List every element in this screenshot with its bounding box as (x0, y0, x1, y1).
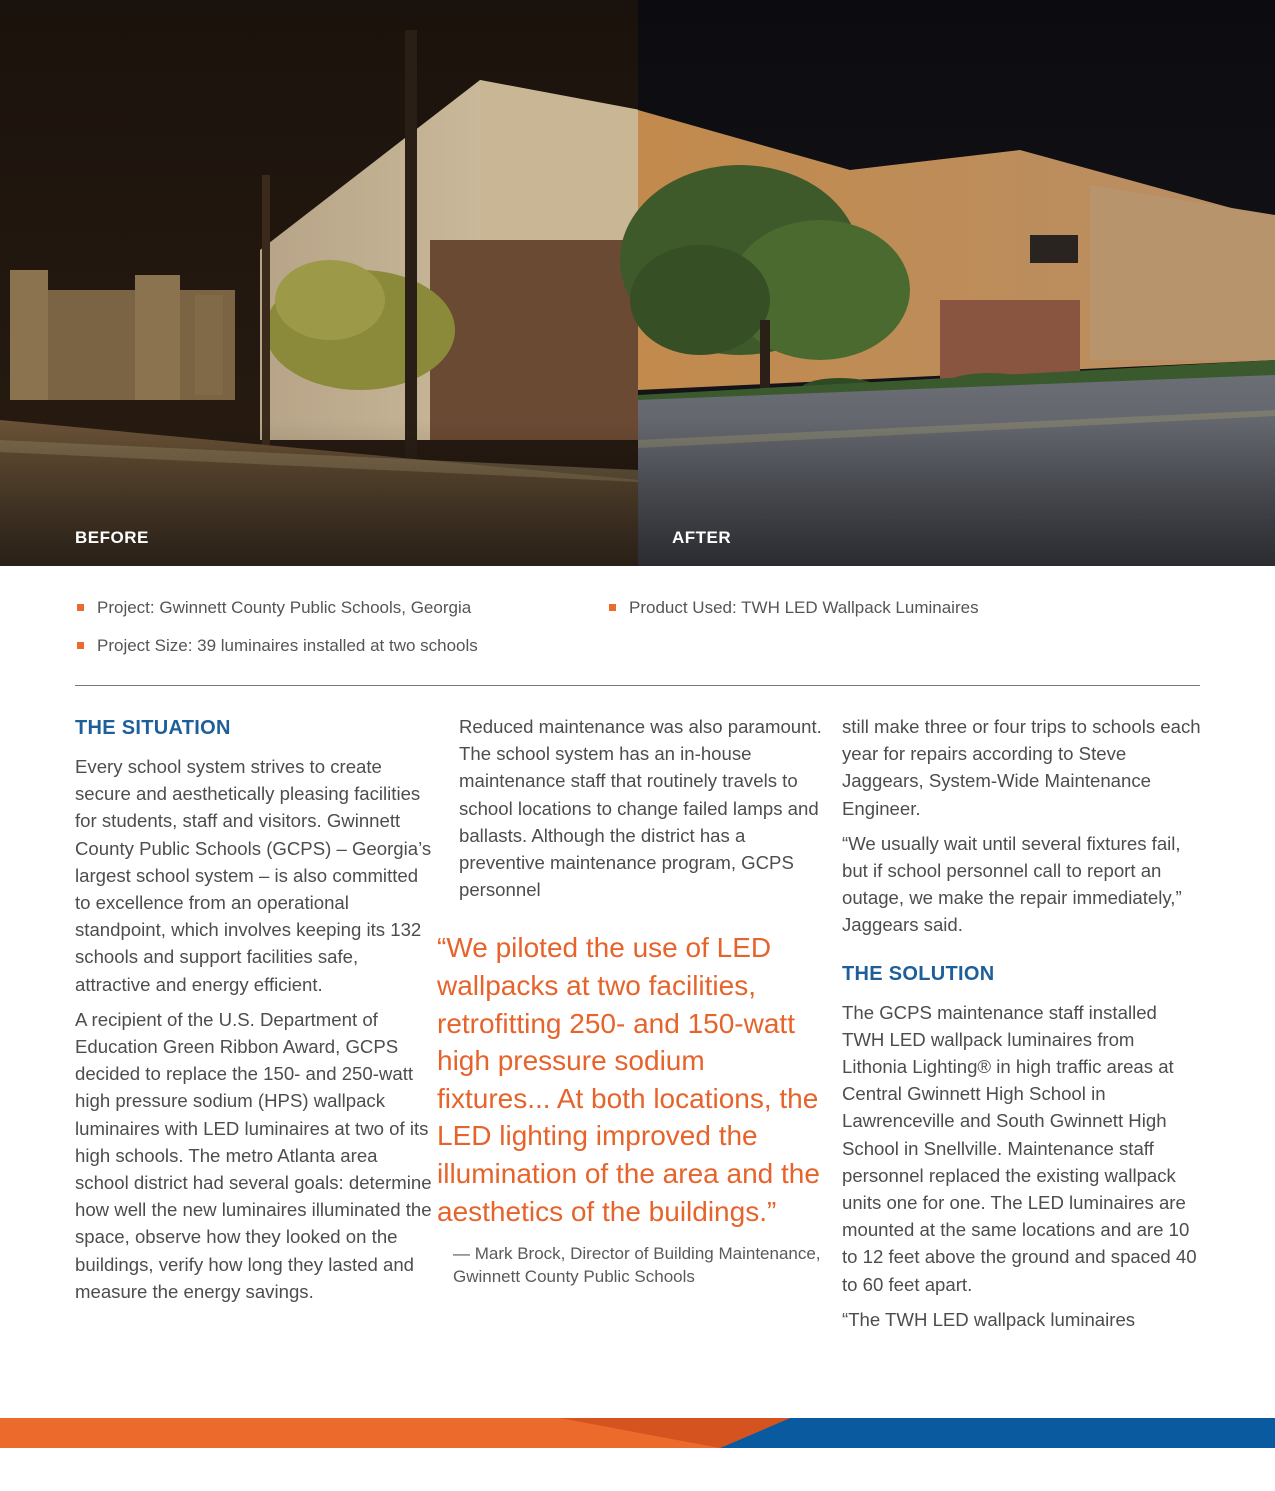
column-middle (437, 713, 824, 1288)
solution-paragraph-1: The GCPS maintenance staff installed TWH LED wallpack luminaires from Lithonia Lighting® in high traffic areas at Central Gwinnett High School in Lawrenceville and South Gwinnett High School in Snellville. Maintenance staff personnel replaced the existing wallpack units one for one. The LED luminaires are mounted at the same locations and are 10 to 12 feet above the ground and spaced 40 to 60 feet apart. (842, 1001, 1197, 1295)
situation-paragraph-2: A recipient of the U.S. Department of Education Green Ribbon Award, GCPS decided to replace the 150- and 250-watt high pressure sodium (HPS) wallpack luminaires with LED luminaires at two of its high schools. The metro Atlanta area school district had several goals: determine how well the new luminaires illuminated the space, observe how they looked on the buildings, verify how long they lasted and measure the energy savings. (75, 1008, 432, 1302)
pull-quote: “We piloted the use of LED wallpacks at two facilities, retrofitting 250- and 150-watt high pressure sodium fixtures... At both locations, the LED lighting improved the illumination of the area and the aesthetics of the buildings.” (437, 932, 820, 1227)
before-label: BEFORE (75, 528, 149, 547)
after-label: AFTER (672, 528, 732, 547)
bullet-square-icon (609, 604, 616, 611)
solution-heading: THE SOLUTION (842, 962, 995, 985)
fact-project-text: Project: Gwinnett County Public Schools, Georgia (97, 598, 472, 617)
middle-paragraph-1: Reduced maintenance was also paramount. The school system has an in-house maintenance staff that routinely travels to school locations to change failed lamps and ballasts. Although the district has a preventive maintenance program, GCPS personnel (459, 716, 822, 901)
quote-attribution: — Mark Brock, Director of Building Maintenance, Gwinnett County Public Schools (453, 1244, 821, 1287)
fact-product (607, 597, 979, 619)
fact-product-text: Product Used: TWH LED Wallpack Luminaires (629, 598, 979, 617)
column-solution (842, 713, 1202, 1341)
situation-paragraph-1: Every school system strives to create secure and aesthetically pleasing facilities for students, staff and visitors. Gwinnett County Public Schools (GCPS) – Georgia’s largest school system – is also committed to excellence from an operational standpoint, which involves keeping its 132 schools and support facilities safe, attractive and energy efficient. (75, 756, 432, 995)
fact-project (75, 597, 471, 619)
right-paragraph-1: still make three or four trips to schools each year for repairs according to Steve Jaggears, System-Wide Maintenance Engineer. (842, 716, 1201, 819)
bullet-square-icon (77, 642, 84, 649)
fact-size-text: Project Size: 39 luminaires installed at two schools (97, 636, 478, 655)
photo-illustration (0, 0, 1275, 566)
section-divider (75, 685, 1200, 686)
right-paragraph-2: “We usually wait until several fixtures fail, but if school personnel call to report an outage, we make the repair immediately,” Jaggears said. (842, 832, 1182, 936)
before-after-photo (0, 0, 1275, 566)
solution-paragraph-2: “The TWH LED wallpack luminaires (842, 1308, 1136, 1330)
column-situation (75, 713, 435, 1313)
footer-color-bar (0, 1418, 1275, 1448)
fact-size (75, 635, 478, 657)
situation-heading: THE SITUATION (75, 717, 231, 739)
bullet-square-icon (77, 604, 84, 611)
